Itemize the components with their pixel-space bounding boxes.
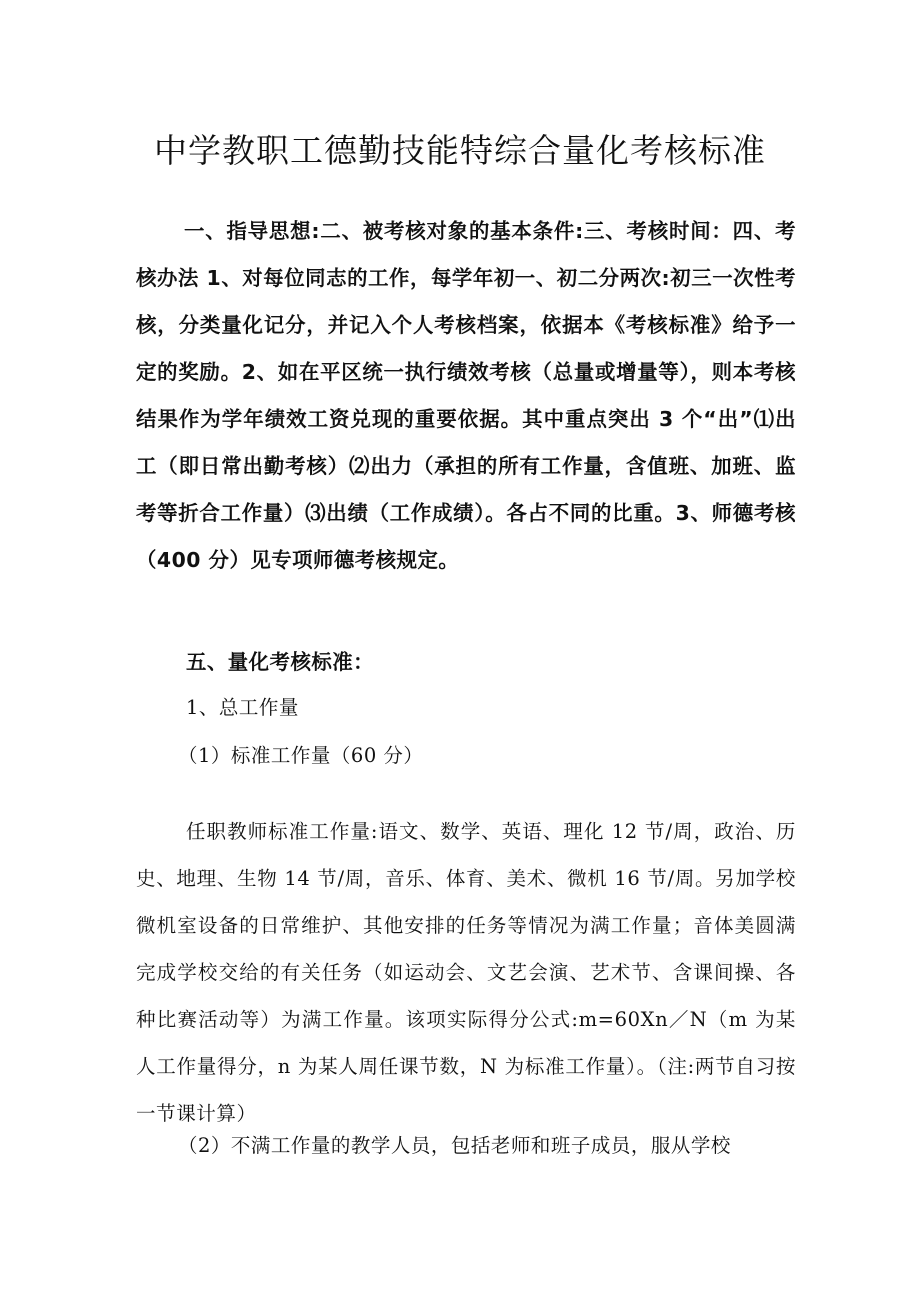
section-five-heading: 五、量化考核标准： — [186, 650, 375, 674]
item-under-workload: （2）不满工作量的教学人员，包括老师和班子成员，服从学校 — [178, 1134, 731, 1157]
document-title: 中学教职工德勤技能特综合量化考核标准 — [154, 131, 766, 170]
item-total-workload: 1、总工作量 — [186, 696, 299, 719]
standard-workload-paragraph: 任职教师标准工作量:语文、数学、英语、理化 12 节/周，政治、历史、地理、生物 14 节/周，音乐、体育、美术、微机 16 节/周。另加学校微机室设备的日常维护、其他安排的任务等情况为满工作量；音体美圆满完成学校交给的有关任务（如运动会、文艺会演、艺术节、含课间操、各种比赛活动等）为满工作量。该项实际得分公式:m=60Xn／N（m 为某人工作量得分，n 为某人周任课节数，N 为标准工作量）。（注:两节自习按一节课计算） — [136, 820, 796, 1125]
intro-paragraph: 一、指导思想:二、被考核对象的基本条件:三、考核时间：四、考核办法 1、对每位同志的工作，每学年初一、初二分两次:初三一次性考核，分类量化记分，并记入个人考核档案，依据本《考核标准》给予一定的奖励。2、如在平区统一执行绩效考核（总量或增量等），则本考核结果作为学年绩效工资兑现的重要依据。其中重点突出 3 个“出”⑴出工（即日常出勤考核）⑵出力（承担的所有工作量，含值班、加班、监考等折合工作量）⑶出绩（工作成绩）。各占不同的比重。3、师德考核（400 分）见专项师德考核规定。 — [136, 219, 796, 572]
item-standard-workload: （1）标准工作量（60 分） — [178, 744, 424, 767]
